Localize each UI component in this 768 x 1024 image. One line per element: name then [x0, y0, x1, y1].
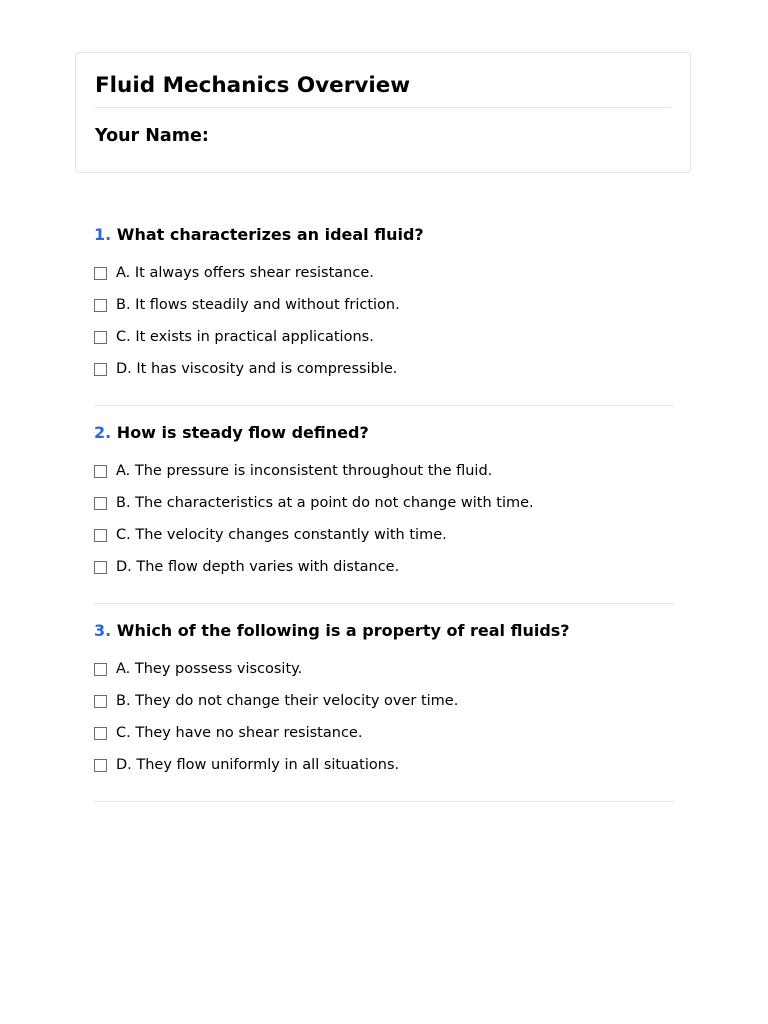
question-3-options — [94, 657, 458, 785]
question-2-option-b-checkbox[interactable] — [94, 497, 107, 510]
question-3 — [94, 620, 674, 773]
question-1-option-d[interactable] — [94, 357, 400, 389]
question-3-option-b[interactable] — [94, 689, 458, 721]
question-3-option-c[interactable] — [94, 721, 458, 753]
question-2-option-d-checkbox[interactable] — [94, 561, 107, 574]
question-1-text: What characterizes an ideal fluid? — [116, 225, 424, 244]
question-1-options — [94, 261, 400, 389]
question-1-option-a[interactable] — [94, 261, 400, 293]
page-title: Fluid Mechanics Overview — [95, 73, 411, 98]
question-3-option-b-checkbox[interactable] — [94, 695, 107, 708]
question-2-option-c[interactable] — [94, 523, 534, 555]
question-2-option-d-label: D. The flow depth varies with distance. — [116, 559, 400, 575]
question-2-text: How is steady flow defined? — [116, 423, 369, 442]
question-3-option-a-label: A. They possess viscosity. — [116, 661, 303, 677]
question-1-number: 1. — [94, 225, 112, 244]
question-1-option-d-label: D. It has viscosity and is compressible. — [116, 361, 398, 377]
question-3-option-a[interactable] — [94, 657, 458, 689]
question-2-option-c-checkbox[interactable] — [94, 529, 107, 542]
question-3-option-c-checkbox[interactable] — [94, 727, 107, 740]
question-1-option-c-checkbox[interactable] — [94, 331, 107, 344]
question-1-option-b-label: B. It flows steadily and without friction. — [116, 297, 400, 313]
question-2-options — [94, 459, 534, 587]
question-2-number: 2. — [94, 423, 112, 442]
question-1-divider — [94, 405, 674, 406]
question-3-divider — [94, 801, 674, 802]
question-2-divider — [94, 603, 674, 604]
question-2-title — [94, 422, 674, 444]
question-1-option-b-checkbox[interactable] — [94, 299, 107, 312]
question-3-text: Which of the following is a property of real fluids? — [116, 621, 570, 640]
question-3-title — [94, 620, 674, 642]
question-2-option-a-checkbox[interactable] — [94, 465, 107, 478]
your-name-label: Your Name: — [95, 126, 209, 146]
question-1-title — [94, 224, 674, 246]
question-1-option-a-label: A. It always offers shear resistance. — [116, 265, 374, 281]
question-2-option-a-label: A. The pressure is inconsistent throughout the fluid. — [116, 463, 493, 479]
question-3-option-d-label: D. They flow uniformly in all situations. — [116, 757, 400, 773]
question-2-option-b[interactable] — [94, 491, 534, 523]
question-3-option-d-checkbox[interactable] — [94, 759, 107, 772]
question-2 — [94, 422, 674, 575]
question-1-option-c[interactable] — [94, 325, 400, 357]
header-card — [75, 52, 691, 173]
question-3-option-c-label: C. They have no shear resistance. — [116, 725, 363, 741]
question-1 — [94, 224, 674, 377]
question-1-option-d-checkbox[interactable] — [94, 363, 107, 376]
question-3-number: 3. — [94, 621, 112, 640]
question-3-option-b-label: B. They do not change their velocity over time. — [116, 693, 459, 709]
question-1-option-b[interactable] — [94, 293, 400, 325]
question-1-option-c-label: C. It exists in practical applications. — [116, 329, 374, 345]
question-2-option-c-label: C. The velocity changes constantly with time. — [116, 527, 447, 543]
question-3-option-d[interactable] — [94, 753, 458, 785]
question-3-option-a-checkbox[interactable] — [94, 663, 107, 676]
header-divider — [95, 107, 671, 108]
question-2-option-a[interactable] — [94, 459, 534, 491]
question-2-option-d[interactable] — [94, 555, 534, 587]
question-1-option-a-checkbox[interactable] — [94, 267, 107, 280]
question-2-option-b-label: B. The characteristics at a point do not change with time. — [116, 495, 534, 511]
